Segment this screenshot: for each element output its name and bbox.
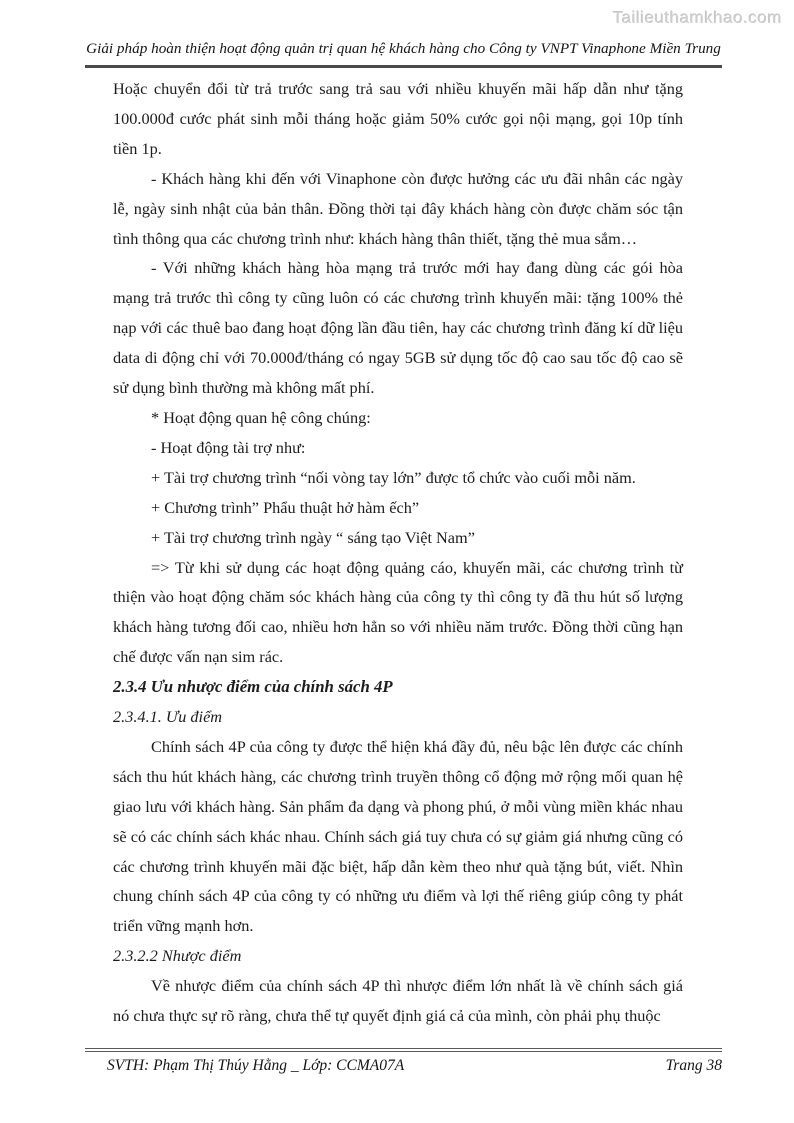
list-item-star: * Hoạt động quan hệ công chúng: xyxy=(151,407,371,427)
section-heading-2-3-4: 2.3.4 Ưu nhược điểm của chính sách 4P xyxy=(113,677,393,697)
paragraph-continuation: Hoặc chuyển đổi từ trả trước sang trả sau với nhiều khuyến mãi hấp dẫn như tặng 100.000đ cước phát sinh mỗi tháng hoặc giảm 50% cước gọi nội mạng, gọi 10p tính tiền 1p. xyxy=(113,79,683,158)
subsection-heading-2-3-4-1: 2.3.4.1. Ưu điểm xyxy=(113,707,223,727)
list-item-plus: + Chương trình” Phẩu thuật hở hàm ếch” xyxy=(151,497,420,517)
list-item-plus: + Tài trợ chương trình “nối vòng tay lớn” được tổ chức vào cuối mỗi năm. xyxy=(151,467,636,487)
paragraph-advantages: Chính sách 4P của công ty được thể hiện khá đầy đủ, nêu bậc lên được các chính sách thu hút khách hàng, các chương trình truyền thông cổ động mở rộng mối quan hệ giao lưu với khách hàng. Sản phẩm đa dạng và phong phú, ở mỗi vùng miền khác nhau sẽ có các chính sách khác nhau. Chính sách giá tuy chưa có sự giảm giá nhưng cũng có các chương trình khuyến mãi đặc biệt, hấp dẫn kèm theo như quà tặng bút, viết. Nhìn chung chính sách 4P của công ty có những ưu điểm và lợi thế riêng giúp công ty phát triển vững mạnh hơn. xyxy=(113,736,683,936)
page-footer xyxy=(85,1048,722,1075)
paragraph-disadvantages: Về nhược điểm của chính sách 4P thì nhược điểm lớn nhất là về chính sách giá nó chưa thực sự rõ ràng, chưa thể tự quyết định giá cả của mình, còn phải phụ thuộc xyxy=(113,976,683,1026)
subsection-heading-2-3-2-2: 2.3.2.2 Nhược điểm xyxy=(113,946,242,966)
footer-author: SVTH: Phạm Thị Thúy Hằng _ Lớp: CCMA07A xyxy=(107,1057,405,1074)
paragraph-dash-item: - Khách hàng khi đến với Vinaphone còn được hưởng các ưu đãi nhân các ngày lễ, ngày sinh nhật của bản thân. Đồng thời tại đây khách hàng còn được chăm sóc tận tình thông qua các chương trình như: khách hàng thân thiết, tặng thẻ mua sắm… xyxy=(113,168,683,248)
paragraph-conclusion: => Từ khi sử dụng các hoạt động quảng cáo, khuyến mãi, các chương trình từ thiện vào hoạt động chăm sóc khách hàng của công ty thì công ty đã thu hút số lượng khách hàng tương đối cao, nhiều hơn hẳn so với nhiều năm trước. Đồng thời cũng hạn chế được vấn nạn sim rác. xyxy=(113,557,683,667)
paragraph-dash-item: - Với những khách hàng hòa mạng trả trước mới hay đang dùng các gói hòa mạng trả trước thì công ty cũng luôn có các chương trình khuyến mãi: tặng 100% thẻ nạp với các thuê bao đang hoạt động lần đầu tiên, hay các chương trình đăng kí dữ liệu data di động chỉ với 70.000đ/tháng có ngay 5GB sử dụng tốc độ cao sau tốc độ cao sẽ sử dụng bình thường mà không mất phí. xyxy=(113,258,683,398)
watermark: Tailieuthamkhao.com xyxy=(612,8,782,27)
document-body xyxy=(113,74,683,1031)
list-item-dash: - Hoạt động tài trợ như: xyxy=(151,437,306,457)
running-header: Giải pháp hoàn thiện hoạt động quản trị quan hệ khách hàng cho Công ty VNPT Vinaphone Miền Trung xyxy=(85,40,722,68)
footer-page-number: Trang 38 xyxy=(665,1057,722,1074)
list-item-plus: + Tài trợ chương trình ngày “ sáng tạo Việt Nam” xyxy=(151,527,475,547)
